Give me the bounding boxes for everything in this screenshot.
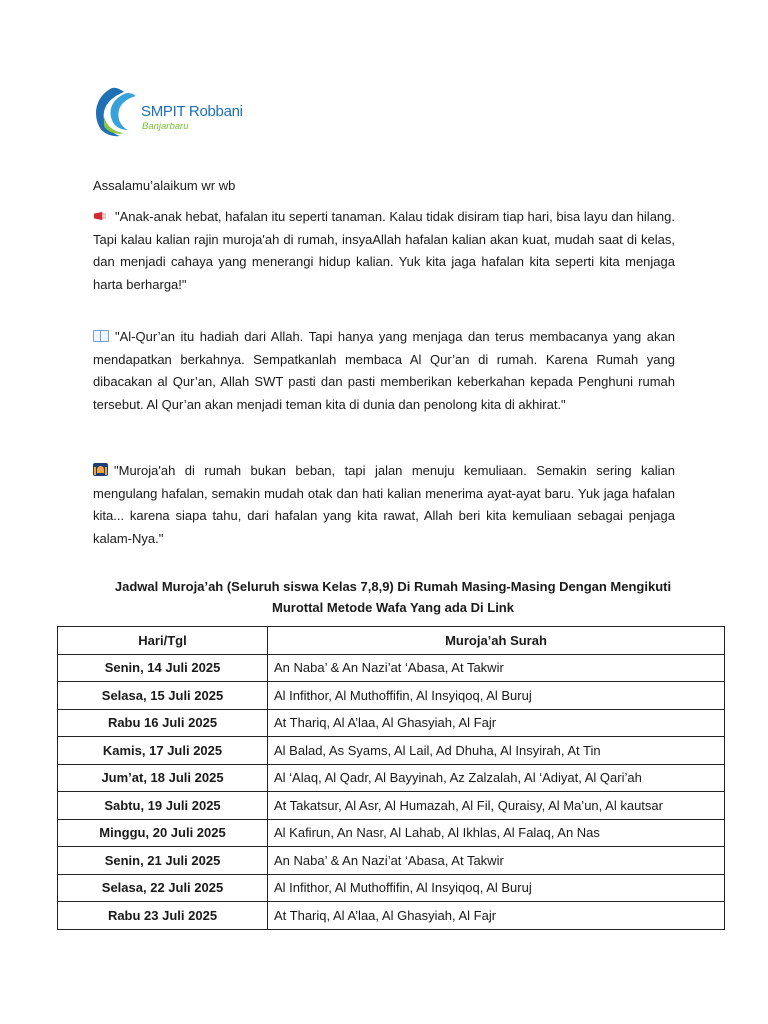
motivation-paragraph-1	[93, 206, 675, 296]
motivation-paragraph-3	[93, 460, 675, 550]
greeting: Assalamu’alaikum wr wb	[93, 178, 236, 193]
header-surah: Muroja’ah Surah	[268, 627, 725, 655]
row-day: Selasa, 22 Juli 2025	[58, 874, 268, 902]
open-book-icon	[93, 330, 109, 342]
table-row	[58, 819, 725, 847]
row-surah: Al ‘Alaq, Al Qadr, Al Bayyinah, Az Zalzalah, Al ‘Adiyat, Al Qari’ah	[268, 764, 725, 792]
schedule-table	[57, 626, 725, 930]
table-row	[58, 709, 725, 737]
row-surah: Al Balad, As Syams, Al Lail, Ad Dhuha, Al Insyirah, At Tin	[268, 737, 725, 765]
table-row	[58, 737, 725, 765]
row-surah: Al Infithor, Al Muthoffifin, Al Insyiqoq, Al Buruj	[268, 682, 725, 710]
motivation-paragraph-2	[93, 326, 675, 416]
row-day: Selasa, 15 Juli 2025	[58, 682, 268, 710]
row-day: Minggu, 20 Juli 2025	[58, 819, 268, 847]
row-day: Rabu 23 Juli 2025	[58, 902, 268, 930]
row-surah: At Thariq, Al A’laa, Al Ghasyiah, Al Fajr	[268, 709, 725, 737]
paragraph-text: "Anak-anak hebat, hafalan itu seperti tanaman. Kalau tidak disiram tiap hari, bisa layu dan hilang. Tapi kalau kalian rajin muroja'ah di rumah, insyaAllah hafalan kalian akan kuat, mudah saat di kelas, dan menjadi cahaya yang menerangi hidup kalian. Yuk kita jaga hafalan kita seperti kita menjaga harta berharga!"	[93, 209, 675, 292]
paragraph-text: "Al-Qur’an itu hadiah dari Allah. Tapi hanya yang menjaga dan terus membacanya yang akan mendapatkan berkahnya. Sempatkanlah membaca Al Qur’an di rumah. Karena Rumah yang dibacakan al Qur’an, Allah SWT pasti dan pasti memberikan keberkahan kepada Penghuni rumah tersebut. Al Qur’an akan menjadi teman kita di dunia dan penolong kita di akhirat."	[93, 329, 675, 412]
mosque-icon	[93, 463, 108, 476]
row-day: Senin, 14 Juli 2025	[58, 654, 268, 682]
logo-emblem-icon	[90, 86, 140, 138]
table-row	[58, 847, 725, 875]
table-row	[58, 792, 725, 820]
table-row	[58, 874, 725, 902]
row-surah: At Takatsur, Al Asr, Al Humazah, Al Fil, Quraisy, Al Ma’un, Al kautsar	[268, 792, 725, 820]
schedule-title-line-2: Murottal Metode Wafa Yang ada Di Link	[272, 599, 514, 615]
schedule-title	[60, 577, 726, 618]
pushpin-icon	[93, 210, 109, 222]
row-day: Jum’at, 18 Juli 2025	[58, 764, 268, 792]
school-logo	[90, 86, 250, 138]
paragraph-text: "Muroja'ah di rumah bukan beban, tapi jalan menuju kemuliaan. Semakin sering kalian mengulang hafalan, semakin mudah otak dan hati kalian menerima ayat-ayat baru. Yuk jaga hafalan kita... karena siapa tahu, dari hafalan yang kita rawat, Allah beri kita kemuliaan sebagai penjaga kalam-Nya."	[93, 463, 675, 546]
row-surah: An Naba’ & An Nazi’at ‘Abasa, At Takwir	[268, 654, 725, 682]
row-surah: Al Kafirun, An Nasr, Al Lahab, Al Ikhlas, Al Falaq, An Nas	[268, 819, 725, 847]
header-day: Hari/Tgl	[58, 627, 268, 655]
table-row	[58, 764, 725, 792]
row-day: Sabtu, 19 Juli 2025	[58, 792, 268, 820]
table-header-row	[58, 627, 725, 655]
schedule-title-line-1: Jadwal Muroja’ah (Seluruh siswa Kelas 7,8,9) Di Rumah Masing-Masing Dengan Mengikuti	[114, 579, 672, 594]
row-surah: An Naba’ & An Nazi’at ‘Abasa, At Takwir	[268, 847, 725, 875]
logo-city: Banjarbaru	[142, 121, 189, 132]
table-row	[58, 902, 725, 930]
table-row	[58, 654, 725, 682]
row-day: Rabu 16 Juli 2025	[58, 709, 268, 737]
row-day: Senin, 21 Juli 2025	[58, 847, 268, 875]
row-day: Kamis, 17 Juli 2025	[58, 737, 268, 765]
row-surah: At Thariq, Al A’laa, Al Ghasyiah, Al Fajr	[268, 902, 725, 930]
row-surah: Al Infithor, Al Muthoffifin, Al Insyiqoq, Al Buruj	[268, 874, 725, 902]
table-row	[58, 682, 725, 710]
logo-school-name: SMPIT Robbani	[141, 103, 243, 120]
